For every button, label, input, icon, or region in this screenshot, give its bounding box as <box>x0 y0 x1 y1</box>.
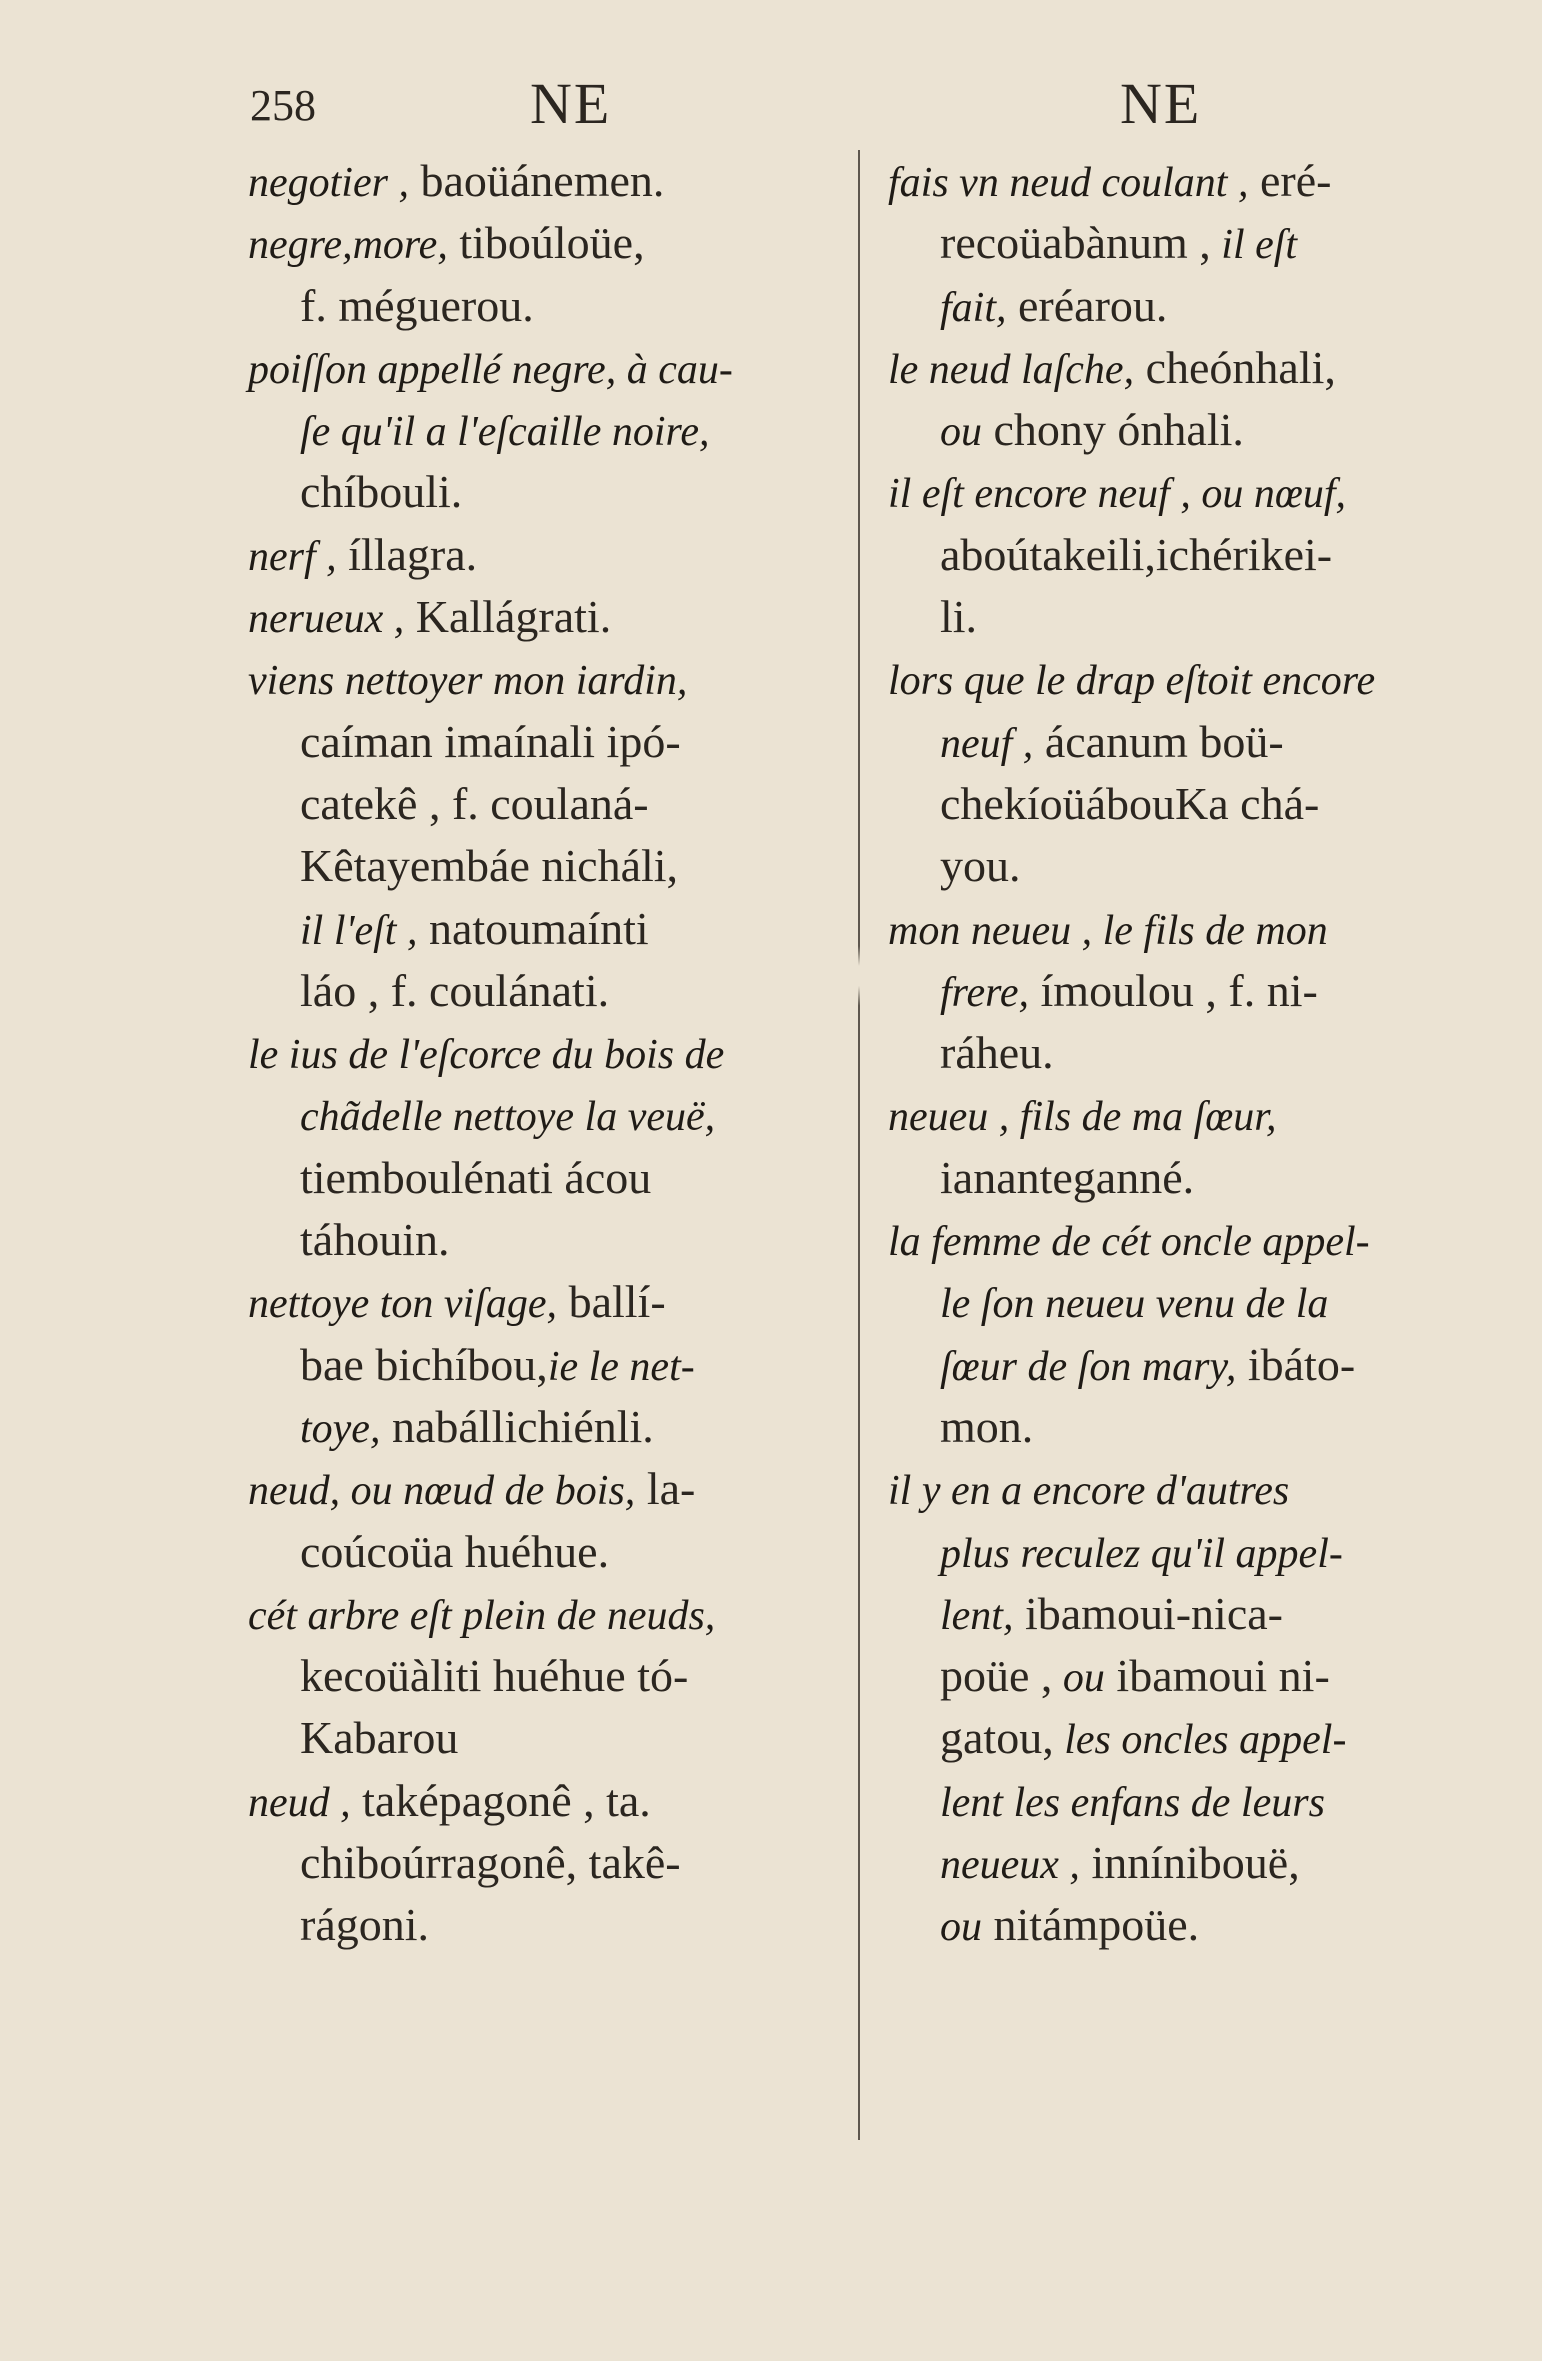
text-line <box>888 1458 1488 1520</box>
headword-italic: mon neueu , le fils de mon <box>888 907 1328 954</box>
headword-italic: ſe qu'il a l'eſcaille noire, <box>300 409 710 456</box>
text-line <box>248 1022 858 1084</box>
headword-italic: chãdelle nettoye la veuë, <box>300 1094 716 1141</box>
translation-text: eréarou. <box>1006 279 1168 331</box>
translation-text: f. méguerou. <box>300 279 534 331</box>
text-line <box>888 711 1488 773</box>
text-line <box>248 1645 858 1707</box>
text-line <box>888 586 1488 648</box>
translation-text: natoumaínti <box>417 902 649 954</box>
headword-italic: ou <box>1052 1655 1105 1702</box>
headword-italic: cét arbre eſt plein de neuds, <box>248 1592 716 1639</box>
headword-italic: ou <box>940 409 982 456</box>
text-line <box>248 524 858 586</box>
headword-italic: nerf , <box>248 533 337 580</box>
text-line <box>888 1209 1488 1271</box>
translation-text: recoüabànum , <box>940 217 1211 269</box>
page-header <box>250 70 1460 150</box>
text-line <box>888 898 1488 960</box>
text-line <box>888 960 1488 1022</box>
headword-italic: plus reculez qu'il appel- <box>940 1530 1343 1577</box>
translation-text: poüe , <box>940 1650 1053 1702</box>
text-line <box>888 461 1488 523</box>
headword-italic: fait, <box>940 284 1007 331</box>
text-line <box>888 1084 1488 1146</box>
translation-text: ballí- <box>557 1276 666 1328</box>
translation-text: ibamoui-nica- <box>1013 1587 1283 1639</box>
text-line <box>888 524 1488 586</box>
translation-text: coúcoüa huéhue. <box>300 1525 610 1577</box>
translation-text: chíbouli. <box>300 466 463 518</box>
text-line <box>888 399 1488 461</box>
translation-text: innínibouë, <box>1079 1837 1300 1889</box>
text-line <box>888 1022 1488 1084</box>
headword-italic: ie le net- <box>547 1343 695 1390</box>
headword-italic: lent les enfans de leurs <box>940 1779 1325 1826</box>
text-line <box>248 960 858 1022</box>
text-line <box>888 1147 1488 1209</box>
text-line <box>248 1521 858 1583</box>
right-column <box>888 150 1488 1957</box>
headword-italic: poiſſon appellé negre, à cau- <box>248 346 733 393</box>
text-line <box>888 1334 1488 1396</box>
headword-italic: le ſon neueu venu de la <box>940 1281 1329 1328</box>
headword-italic: fais vn neud coulant , <box>888 160 1249 206</box>
text-line <box>248 1894 858 1956</box>
text-line <box>248 835 858 897</box>
left-column <box>248 150 858 1957</box>
translation-text: cheónhali, <box>1134 341 1336 393</box>
translation-text: chiboúrragonê, takê- <box>300 1837 681 1889</box>
column-rule <box>858 150 860 2140</box>
text-line <box>888 648 1488 710</box>
text-line <box>248 461 858 523</box>
translation-text: li. <box>940 591 978 643</box>
text-line <box>248 275 858 337</box>
translation-text: Kallágrati. <box>404 591 612 643</box>
translation-text: baoüánemen. <box>408 155 665 206</box>
translation-text: íllagra. <box>336 528 478 580</box>
headword-italic: lent, <box>940 1592 1014 1639</box>
headword-italic: neueux , <box>940 1842 1080 1889</box>
text-line <box>888 1832 1488 1894</box>
text-line <box>248 648 858 710</box>
headword-italic: viens nettoyer mon iardin, <box>248 658 688 705</box>
translation-text: táhouin. <box>300 1214 450 1266</box>
text-line <box>248 1209 858 1271</box>
text-line <box>248 711 858 773</box>
text-line <box>888 1521 1488 1583</box>
translation-text: ácanum boü- <box>1033 715 1284 767</box>
translation-text: chekíoüábouKa chá- <box>940 777 1320 829</box>
text-line <box>888 275 1488 337</box>
headword-italic: il l'eſt , <box>300 907 418 954</box>
text-line <box>888 1894 1488 1956</box>
translation-text: aboútakeili,ichérikei- <box>940 528 1333 580</box>
headword-italic: la femme de cét oncle appel- <box>888 1219 1370 1266</box>
translation-text: gatou, <box>940 1712 1054 1764</box>
translation-text: tiemboulénati ácou <box>300 1151 652 1203</box>
translation-text: bae bichíbou, <box>300 1338 548 1390</box>
text-line <box>248 586 858 648</box>
headword-italic: ſœur de ſon mary, <box>940 1343 1237 1390</box>
translation-text: you. <box>940 840 1021 892</box>
text-line <box>248 399 858 461</box>
translation-text: nitámpoüe. <box>982 1899 1200 1951</box>
text-line <box>888 1707 1488 1769</box>
text-line <box>248 212 858 274</box>
headword-italic: il eſt encore neuf , ou nœuf, <box>888 471 1347 518</box>
text-line <box>248 1707 858 1769</box>
headword-italic: neuf , <box>940 720 1034 767</box>
translation-text: Kabarou <box>300 1712 459 1764</box>
text-line <box>888 773 1488 835</box>
text-line <box>888 150 1488 212</box>
translation-text: ibáto- <box>1236 1338 1356 1390</box>
translation-text: mon. <box>940 1400 1034 1452</box>
headword-italic: toye, <box>300 1405 381 1452</box>
headword-italic: il y en a encore d'autres <box>888 1468 1290 1515</box>
text-line <box>888 835 1488 897</box>
headword-italic: negre,more, <box>248 222 448 269</box>
text-line <box>888 1396 1488 1458</box>
text-line <box>248 1084 858 1146</box>
text-line <box>888 1271 1488 1333</box>
running-head-right: NE <box>1120 71 1202 136</box>
headword-italic: le ius de l'eſcorce du bois de <box>248 1032 725 1079</box>
text-line <box>248 1334 858 1396</box>
headword-italic: le neud laſche, <box>888 346 1135 393</box>
headword-italic: neueu , fils de ma ſœur, <box>888 1094 1277 1141</box>
text-line <box>248 1147 858 1209</box>
page-number: 258 <box>250 81 316 130</box>
headword-italic: neud, ou nœud de bois, <box>248 1468 636 1515</box>
translation-text: eré- <box>1248 155 1332 206</box>
text-line <box>888 1770 1488 1832</box>
text-line <box>248 1770 858 1832</box>
headword-italic: lors que le drap eſtoit encore <box>888 658 1376 705</box>
translation-text: nabállichiénli. <box>380 1400 654 1452</box>
headword-italic: negotier , <box>248 160 409 206</box>
headword-italic: nerueux , <box>248 596 405 643</box>
headword-italic: frere, <box>940 969 1030 1016</box>
translation-text: ráheu. <box>940 1027 1054 1079</box>
translation-text: Kêtayembáe nicháli, <box>300 840 679 892</box>
text-line <box>888 337 1488 399</box>
translation-text: chony ónhali. <box>982 404 1244 456</box>
headword-italic: il eſt <box>1210 222 1298 269</box>
text-line <box>248 898 858 960</box>
text-line <box>248 1832 858 1894</box>
translation-text: kecoüàliti huéhue tó- <box>300 1650 689 1702</box>
text-line <box>248 1458 858 1520</box>
text-line <box>248 1583 858 1645</box>
text-line <box>248 773 858 835</box>
translation-text: iananteganné. <box>940 1151 1195 1203</box>
translation-text: rágoni. <box>300 1899 430 1951</box>
headword-italic: neud , <box>248 1779 351 1826</box>
text-line <box>888 1583 1488 1645</box>
translation-text: caíman imaínali ipó- <box>300 715 681 767</box>
text-line <box>248 150 858 212</box>
headword-italic: les oncles appel- <box>1053 1717 1347 1764</box>
translation-text: la- <box>635 1463 696 1515</box>
translation-text: láo , f. coulánati. <box>300 964 610 1016</box>
text-line <box>248 337 858 399</box>
translation-text: tiboúloüe, <box>447 217 645 269</box>
text-line <box>248 1396 858 1458</box>
text-line <box>248 1271 858 1333</box>
headword-italic: ou <box>940 1904 982 1951</box>
translation-text: catekê , f. coulaná- <box>300 777 649 829</box>
translation-text: ímoulou , f. ni- <box>1029 964 1318 1016</box>
text-line <box>888 1645 1488 1707</box>
text-line <box>888 212 1488 274</box>
translation-text: ibamoui ni- <box>1104 1650 1330 1702</box>
running-head-left: NE <box>530 71 612 136</box>
headword-italic: nettoye ton viſage, <box>248 1281 558 1328</box>
translation-text: taképagonê , ta. <box>350 1774 651 1826</box>
